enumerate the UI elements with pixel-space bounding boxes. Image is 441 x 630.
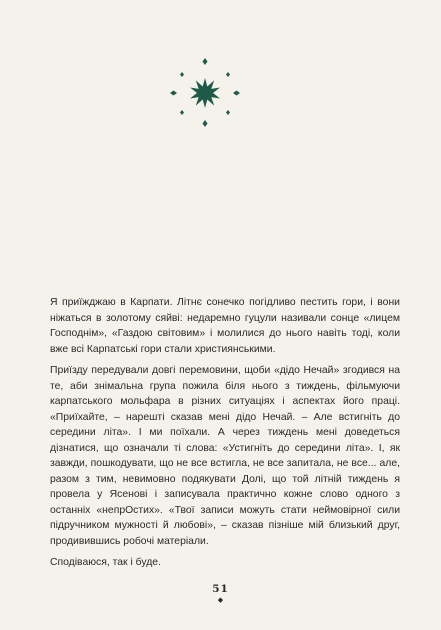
diamond-left	[170, 91, 177, 96]
diamond-top-left	[180, 72, 184, 77]
paragraph-2: Приїзду передували довгі перемовини, щоби «дідо Нечай» згодився на те, аби знімальна група пожила біля нього з тиждень, фільмуючи карпатського мольфара в різних ситуаціях і аспектах його праці. «Приїхайте, – нарешті сказав мені дідо Нечай. – Але встигніть до середини літа». І ми поїхали. А через тиждень мені доведеться дізнатися, що означали ті слова: «Устигніть до середини літа». І, як завжди, пошкодувати, що не все встигла, не все запитала, не все... але, разом з тим, невимовно подякувати Долі, що той літній тиждень я провела у Ясенові і записувала практично кожне слово одного з останніх «непрОстих». «Твої записи можуть стати неймовірної сили підручником мужності й любові», – сказав пізніше мій близький друг, продивившись робочі матеріали.	[50, 365, 400, 547]
diamond-right	[233, 91, 240, 96]
sun-with-diamonds-icon	[160, 50, 250, 135]
diamond-bottom-left	[180, 110, 184, 115]
body-text	[50, 295, 400, 571]
diamond-top-right	[226, 72, 230, 77]
diamond-bottom	[203, 120, 208, 127]
paragraph-3: Сподіваюся, так і буде.	[50, 557, 161, 568]
page-footer	[0, 583, 441, 604]
diamond-top	[203, 58, 208, 65]
paragraph-1: Я приїжджаю в Карпати. Літнє сонечко погідливо пестить гори, і вони ніжаться в золотому сяйві: недаремно гуцули називали сонце «лицем Господнім», «Газдою світовим» і молилися до нього навіть тоді, коли вже всі Карпатські гори стали християнськими.	[50, 297, 400, 355]
sun-core	[198, 86, 212, 100]
diamond-bottom-right	[226, 110, 230, 115]
footer-diamond-icon: ◆	[217, 596, 224, 604]
page-number: 51	[212, 583, 229, 595]
